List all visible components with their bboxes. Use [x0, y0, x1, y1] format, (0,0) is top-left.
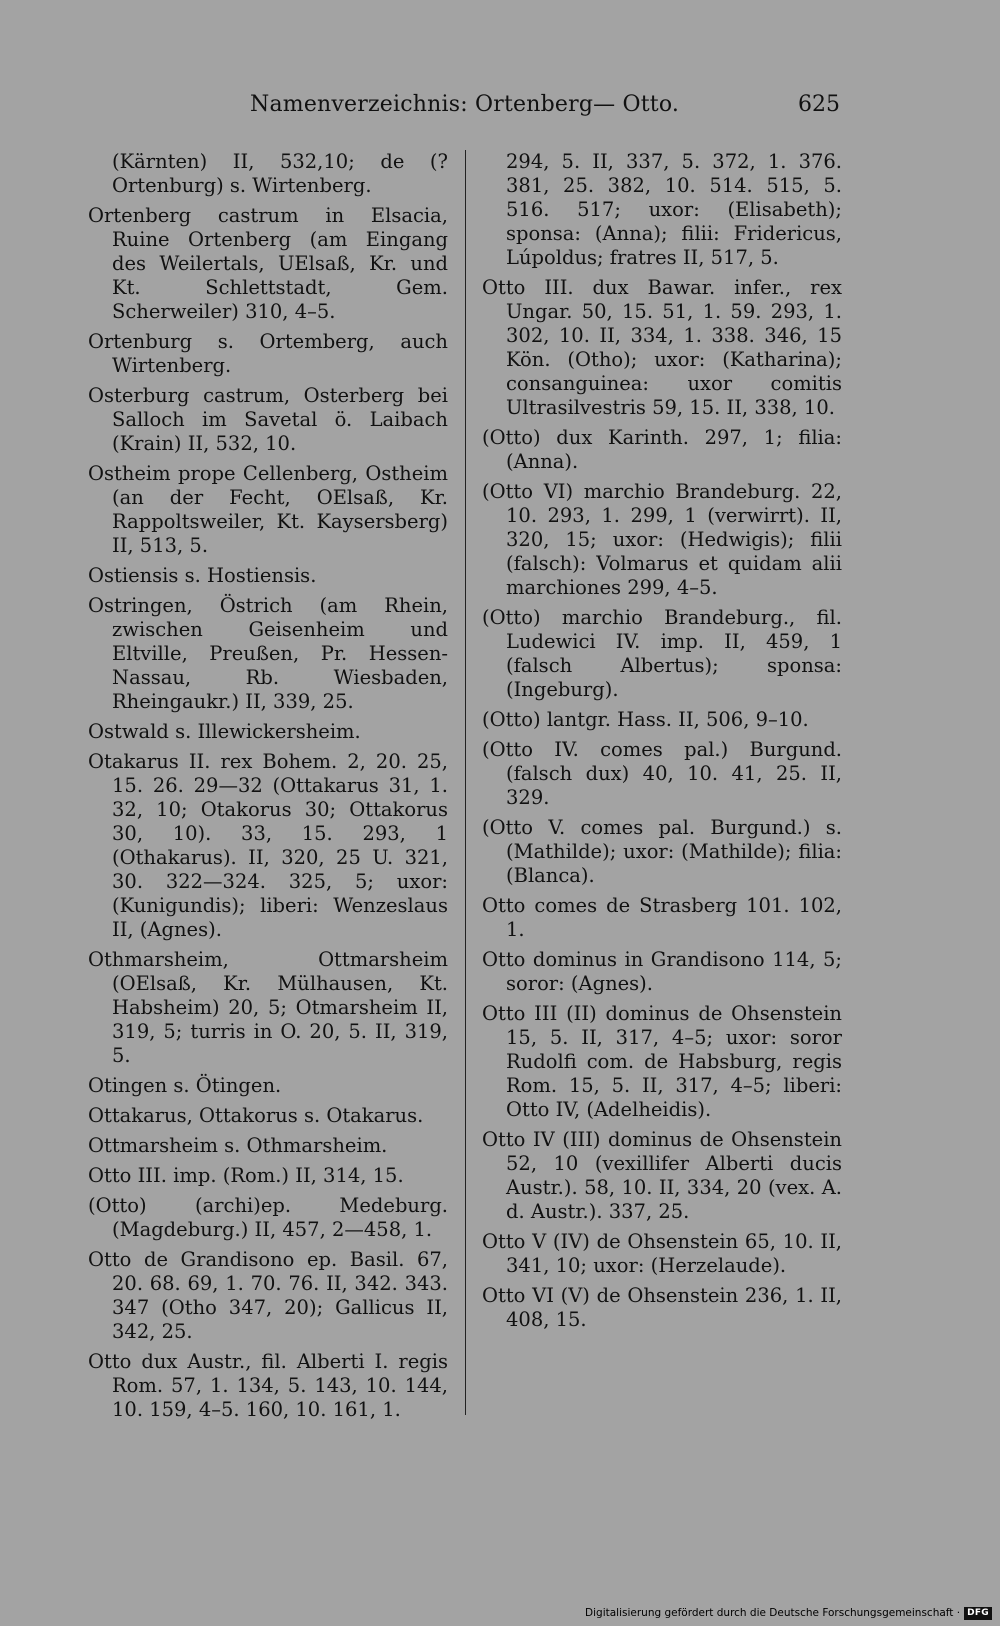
footer-text: Digitalisierung gefördert durch die Deutsche Forschungsgemeinschaft ·: [585, 1607, 961, 1619]
index-entry: (Otto VI) marchio Brandeburg. 22, 10. 293, 1. 299, 1 (verwirrt). II, 320, 15; uxor: (Hedwigis); filii (falsch): Volmarus et quidam alii marchiones 299, 4–5.: [482, 480, 842, 599]
index-entry: (Otto) marchio Brandeburg., fil. Ludewici IV. imp. II, 459, 1 (falsch Albertus); sponsa: (Ingeburg).: [482, 606, 842, 701]
page-header: [250, 92, 840, 126]
index-entry: Ortenburg s. Ortemberg, auch Wirtenberg.: [88, 330, 448, 377]
index-entry: (Kärnten) II, 532,10; de (? Ortenburg) s. Wirtenberg.: [112, 150, 448, 197]
index-entry: (Otto) lantgr. Hass. II, 506, 9–10.: [482, 708, 809, 731]
index-entry: Otto dux Austr., fil. Alberti I. regis Rom. 57, 1. 134, 5. 143, 10. 144, 10. 159, 4–5. 160, 10. 161, 1.: [88, 1350, 448, 1421]
index-entry: Otto de Grandisono ep. Basil. 67, 20. 68. 69, 1. 70. 76. II, 342. 343. 347 (Otho 347, 20); Gallicus II, 342, 25.: [88, 1248, 448, 1343]
index-entry: Ottmarsheim s. Othmarsheim.: [88, 1134, 388, 1157]
index-entry: Otto IV (III) dominus de Ohsenstein 52, 10 (vexillifer Alberti ducis Austr.). 58, 10. II, 334, 20 (vex. A. d. Austr.). 337, 25.: [482, 1128, 842, 1223]
index-entry: (Otto) (archi)ep. Medeburg. (Magdeburg.) II, 457, 2—458, 1.: [88, 1194, 448, 1241]
index-entry: Otto III (II) dominus de Ohsenstein 15, 5. II, 317, 4–5; uxor: soror Rudolfi com. de Habsburg, regis Rom. 15, 5. II, 317, 4–5; liberi: Otto IV, (Adelheidis).: [482, 1002, 842, 1121]
index-entry: 294, 5. II, 337, 5. 372, 1. 376. 381, 25. 382, 10. 514. 515, 5. 516. 517; uxor: (Elisabeth); sponsa: (Anna); filii: Fridericus, Lúpoldus; fratres II, 517, 5.: [506, 150, 842, 269]
index-entry: Othmarsheim, Ottmarsheim (OElsaß, Kr. Mülhausen, Kt. Habsheim) 20, 5; Otmarsheim II, 319, 5; turris in O. 20, 5. II, 319, 5.: [88, 948, 448, 1067]
index-entry: Otto V (IV) de Ohsenstein 65, 10. II, 341, 10; uxor: (Herzelaude).: [482, 1230, 842, 1277]
index-entry: Ostheim prope Cellenberg, Ostheim (an der Fecht, OElsaß, Kr. Rappoltsweiler, Kt. Kaysersberg) II, 513, 5.: [88, 462, 448, 557]
right-column: [482, 150, 842, 1338]
index-entry: Otto VI (V) de Ohsenstein 236, 1. II, 408, 15.: [482, 1284, 842, 1331]
index-entry: Osterburg castrum, Osterberg bei Salloch im Savetal ö. Laibach (Krain) II, 532, 10.: [88, 384, 448, 455]
index-entry: (Otto) dux Karinth. 297, 1; filia: (Anna).: [482, 426, 842, 473]
index-entry: Ortenberg castrum in Elsacia, Ruine Ortenberg (am Eingang des Weilertals, UElsaß, Kr. und Kt. Schlettstadt, Gem. Scherweiler) 310, 4–5.: [88, 204, 448, 323]
page-number: 625: [798, 92, 840, 117]
index-entry: Ostiensis s. Hostiensis.: [88, 564, 317, 587]
left-column: [88, 150, 448, 1428]
index-entry: Otto comes de Strasberg 101. 102, 1.: [482, 894, 842, 941]
index-entry: (Otto V. comes pal. Burgund.) s. (Mathilde); uxor: (Mathilde); filia: (Blanca).: [482, 816, 842, 887]
running-title: Namenverzeichnis: Ortenberg— Otto.: [250, 92, 680, 117]
funding-footer: [585, 1606, 992, 1620]
index-entry: (Otto IV. comes pal.) Burgund. (falsch dux) 40, 10. 41, 25. II, 329.: [482, 738, 842, 809]
index-entry: Ostringen, Östrich (am Rhein, zwischen Geisenheim und Eltville, Preußen, Pr. Hessen-Nassau, Rb. Wiesbaden, Rheingaukr.) II, 339, 25.: [88, 594, 448, 713]
column-divider: [465, 150, 466, 1415]
index-entry: Otto III. dux Bawar. infer., rex Ungar. 50, 15. 51, 1. 59. 293, 1. 302, 10. II, 334, 1. 338. 346, 15 Kön. (Otho); uxor: (Katharina); consanguinea: uxor comitis Ultrasilvestris 59, 15. II, 338, 10.: [482, 276, 842, 419]
index-entry: Otto dominus in Grandisono 114, 5; soror: (Agnes).: [482, 948, 842, 995]
index-entry: Otakarus II. rex Bohem. 2, 20. 25, 15. 26. 29—32 (Ottakarus 31, 1. 32, 10; Otakorus 30; Ottakorus 30, 10). 33, 15. 293, 1 (Othakarus). II, 320, 25 U. 321, 30. 322—324. 325, 5; uxor: (Kunigundis); liberi: Wenzeslaus II, (Agnes).: [88, 750, 448, 941]
index-entry: Ottakarus, Ottakorus s. Otakarus.: [88, 1104, 424, 1127]
index-entry: Ostwald s. Illewickersheim.: [88, 720, 361, 743]
index-entry: Otingen s. Ötingen.: [88, 1074, 282, 1097]
dfg-logo: DFG: [964, 1607, 992, 1620]
index-entry: Otto III. imp. (Rom.) II, 314, 15.: [88, 1164, 404, 1187]
